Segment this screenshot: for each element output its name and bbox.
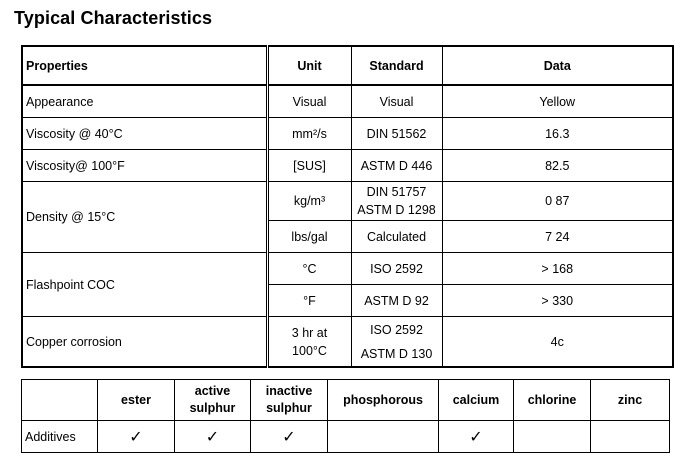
property-name: Viscosity @ 40°C (22, 118, 267, 150)
header-active-sulphur (175, 380, 251, 421)
unit-cell: °F (267, 285, 351, 317)
table-row (22, 182, 673, 221)
data-cell: Yellow (442, 85, 673, 118)
header-empty (22, 380, 98, 421)
table-row (22, 150, 673, 182)
page-title: Typical Characteristics (14, 8, 213, 28)
check-icon: ✓ (251, 421, 328, 453)
header-data: Data (442, 46, 673, 85)
empty-cell (328, 421, 439, 453)
unit-cell: Visual (267, 85, 351, 118)
header-properties: Properties (22, 46, 267, 85)
header-line: sulphur (189, 401, 236, 415)
header-line: inactive (265, 384, 313, 398)
data-cell: 82.5 (442, 150, 673, 182)
standard-cell: ISO 2592 (351, 253, 442, 285)
data-cell: > 168 (442, 253, 673, 285)
standard-cell (351, 182, 442, 221)
standard-cell: ASTM D 446 (351, 150, 442, 182)
table-row (22, 118, 673, 150)
property-name: Copper corrosion (22, 317, 267, 368)
properties-table (21, 45, 674, 368)
data-cell: 16.3 (442, 118, 673, 150)
standard-cell (351, 317, 442, 368)
unit-cell (267, 317, 351, 368)
property-name: Density @ 15°C (22, 182, 267, 253)
check-icon: ✓ (175, 421, 251, 453)
header-inactive-sulphur (251, 380, 328, 421)
unit-cell: [SUS] (267, 150, 351, 182)
standard-line: ASTM D 130 (360, 346, 433, 361)
data-cell: > 330 (442, 285, 673, 317)
header-zinc: zinc (591, 380, 670, 421)
header-standard: Standard (351, 46, 442, 85)
additives-header-row (22, 380, 670, 421)
unit-line: 100°C (292, 343, 327, 358)
unit-line: 3 hr at (291, 325, 328, 340)
unit-cell: lbs/gal (267, 221, 351, 253)
table-row (22, 317, 673, 368)
standard-cell: Calculated (351, 221, 442, 253)
empty-cell (514, 421, 591, 453)
data-cell: 7 24 (442, 221, 673, 253)
additives-label: Additives (22, 421, 98, 453)
standard-cell: ASTM D 92 (351, 285, 442, 317)
table-row (22, 421, 670, 453)
header-unit: Unit (267, 46, 351, 85)
unit-cell: kg/m³ (267, 182, 351, 221)
header-line: active (194, 384, 231, 398)
unit-cell: mm²/s (267, 118, 351, 150)
header-phosphorous: phosphorous (328, 380, 439, 421)
unit-cell: °C (267, 253, 351, 285)
property-name: Viscosity@ 100°F (22, 150, 267, 182)
additives-table (21, 379, 670, 453)
property-name: Appearance (22, 85, 267, 118)
empty-cell (591, 421, 670, 453)
standard-line: DIN 51757 (366, 185, 427, 199)
standard-cell: DIN 51562 (351, 118, 442, 150)
properties-header-row (22, 46, 673, 85)
standard-cell: Visual (351, 85, 442, 118)
header-ester: ester (98, 380, 175, 421)
standard-line: ISO 2592 (370, 322, 423, 337)
data-cell: 0 87 (442, 182, 673, 221)
header-line: sulphur (266, 401, 312, 415)
data-cell: 4c (442, 317, 673, 368)
header-chlorine: chlorine (514, 380, 591, 421)
check-icon: ✓ (98, 421, 175, 453)
table-row (22, 85, 673, 118)
property-name: Flashpoint COC (22, 253, 267, 317)
standard-line: ASTM D 1298 (357, 203, 436, 217)
table-row (22, 253, 673, 285)
header-calcium: calcium (439, 380, 514, 421)
check-icon: ✓ (439, 421, 514, 453)
